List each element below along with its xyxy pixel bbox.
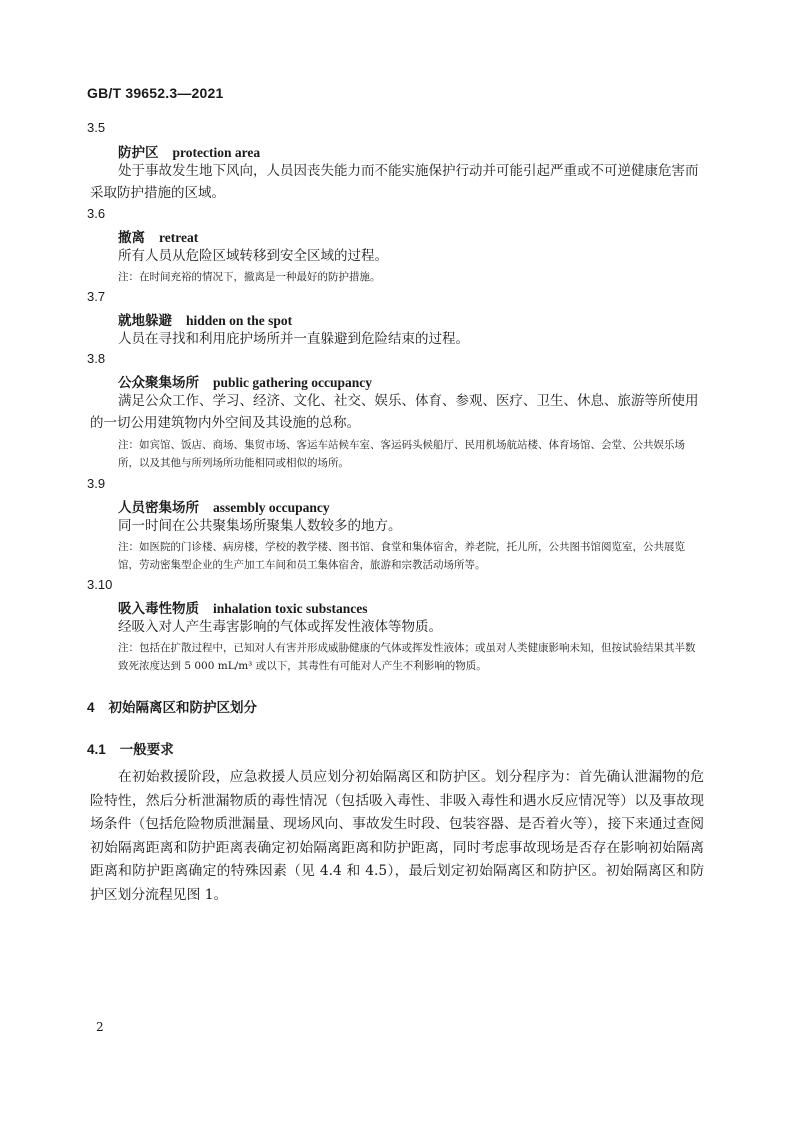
- subsection-title: 一般要求: [119, 742, 174, 758]
- subsection-number: 4.1: [87, 742, 106, 757]
- document-id: GB/T 39652.3—2021: [87, 85, 224, 101]
- note: [118, 639, 704, 675]
- section-heading: [87, 696, 257, 716]
- clause-number: 3.10: [87, 577, 113, 592]
- clause-number: 3.9: [87, 476, 106, 491]
- definition: 同一时间在公共聚集场所聚集人数较多的地方。: [118, 518, 402, 534]
- note-text: 包括在扩散过程中，已知对人有害并形成威胁健康的气体或挥发性液体；或虽对人类健康影响未知，但按试验结果其半数致死浓度达到 5 000 mL/m³ 或以下，其毒性有可能对人产生不利影响的物质。: [118, 642, 696, 672]
- term-en: protection area: [172, 145, 261, 160]
- note-label: 注：: [118, 439, 139, 451]
- definition: 所有人员从危险区域转移到安全区域的过程。: [118, 248, 388, 264]
- term-heading: [118, 496, 330, 516]
- note-label: 注：: [118, 271, 139, 283]
- term-heading: [118, 226, 198, 246]
- clause-number: 3.5: [87, 120, 106, 135]
- term-zh: 撤离: [118, 230, 145, 246]
- term-heading: [118, 597, 368, 617]
- definition: 满足公众工作、学习、经济、文化、社交、娱乐、体育、参观、医疗、卫生、休息、旅游等所使用的一切公用建筑物内外空间及其设施的总称。: [90, 393, 699, 431]
- definition: 人员在寻找和利用庇护场所并一直躲避到危险结束的过程。: [118, 331, 469, 347]
- note-label: 注：: [118, 642, 139, 654]
- definition: 经吸入对人产生毒害影响的气体或挥发性液体等物质。: [118, 619, 442, 635]
- term-zh: 就地躲避: [118, 313, 172, 329]
- section-title: 初始隔离区和防护区划分: [108, 700, 258, 716]
- term-en: assembly occupancy: [213, 500, 330, 515]
- note: [118, 538, 704, 574]
- note-text: 如宾馆、饭店、商场、集贸市场、客运车站候车室、客运码头候船厅、民用机场航站楼、体育场馆、会堂、公共娱乐场所，以及其他与所列场所功能相同或相似的场所。: [118, 439, 685, 469]
- term-en: public gathering occupancy: [213, 375, 373, 390]
- clause-number: 3.6: [87, 206, 106, 221]
- term-heading: [118, 371, 372, 391]
- section-number: 4: [87, 700, 95, 715]
- term-zh: 防护区: [118, 145, 159, 161]
- clause-number: 3.8: [87, 351, 106, 366]
- term-en: hidden on the spot: [186, 313, 293, 328]
- note-label: 注：: [118, 541, 139, 553]
- clause-number: 3.7: [87, 289, 106, 304]
- term-heading: [118, 309, 292, 329]
- term-en: retreat: [159, 230, 199, 245]
- note-text: 如医院的门诊楼、病房楼，学校的教学楼、图书馆、食堂和集体宿舍，养老院，托儿所，公共图书馆阅览室，公共展览馆，劳动密集型企业的生产加工车间和员工集体宿舍，旅游和宗教活动场所等。: [118, 541, 685, 571]
- body-paragraph: 在初始救援阶段，应急救援人员应划分初始隔离区和防护区。划分程序为：首先确认泄漏物的危险特性，然后分析泄漏物质的毒性情况（包括吸入毒性、非吸入毒性和遇水反应情况等）以及事故现场条件（包括危险物质泄漏量、现场风向、事故发生时段、包装容器、是否着火等），接下来通过查阅初始隔离距离和防护距离表确定初始隔离距离和防护距离，同时考虑事故现场是否存在影响初始隔离距离和防护距离确定的特殊因素（见 4.4 和 4.5），最后划定初始隔离区和防护区。初始隔离区和防护区划分流程见图 1。: [90, 769, 704, 903]
- term-zh: 人员密集场所: [118, 500, 199, 516]
- note: [118, 436, 704, 472]
- definition: 处于事故发生地下风向，人员因丧失能力而不能实施保护行动并可能引起严重或不可逆健康危害而采取防护措施的区域。: [90, 163, 699, 201]
- term-zh: 吸入毒性物质: [118, 601, 199, 617]
- term-heading: [118, 141, 260, 161]
- term-en: inhalation toxic substances: [213, 601, 368, 616]
- page-number: 2: [96, 1020, 104, 1034]
- note-text: 在时间充裕的情况下，撤离是一种最好的防护措施。: [139, 271, 381, 283]
- note: [118, 268, 704, 286]
- subsection-heading: [87, 738, 174, 758]
- term-zh: 公众聚集场所: [118, 375, 199, 391]
